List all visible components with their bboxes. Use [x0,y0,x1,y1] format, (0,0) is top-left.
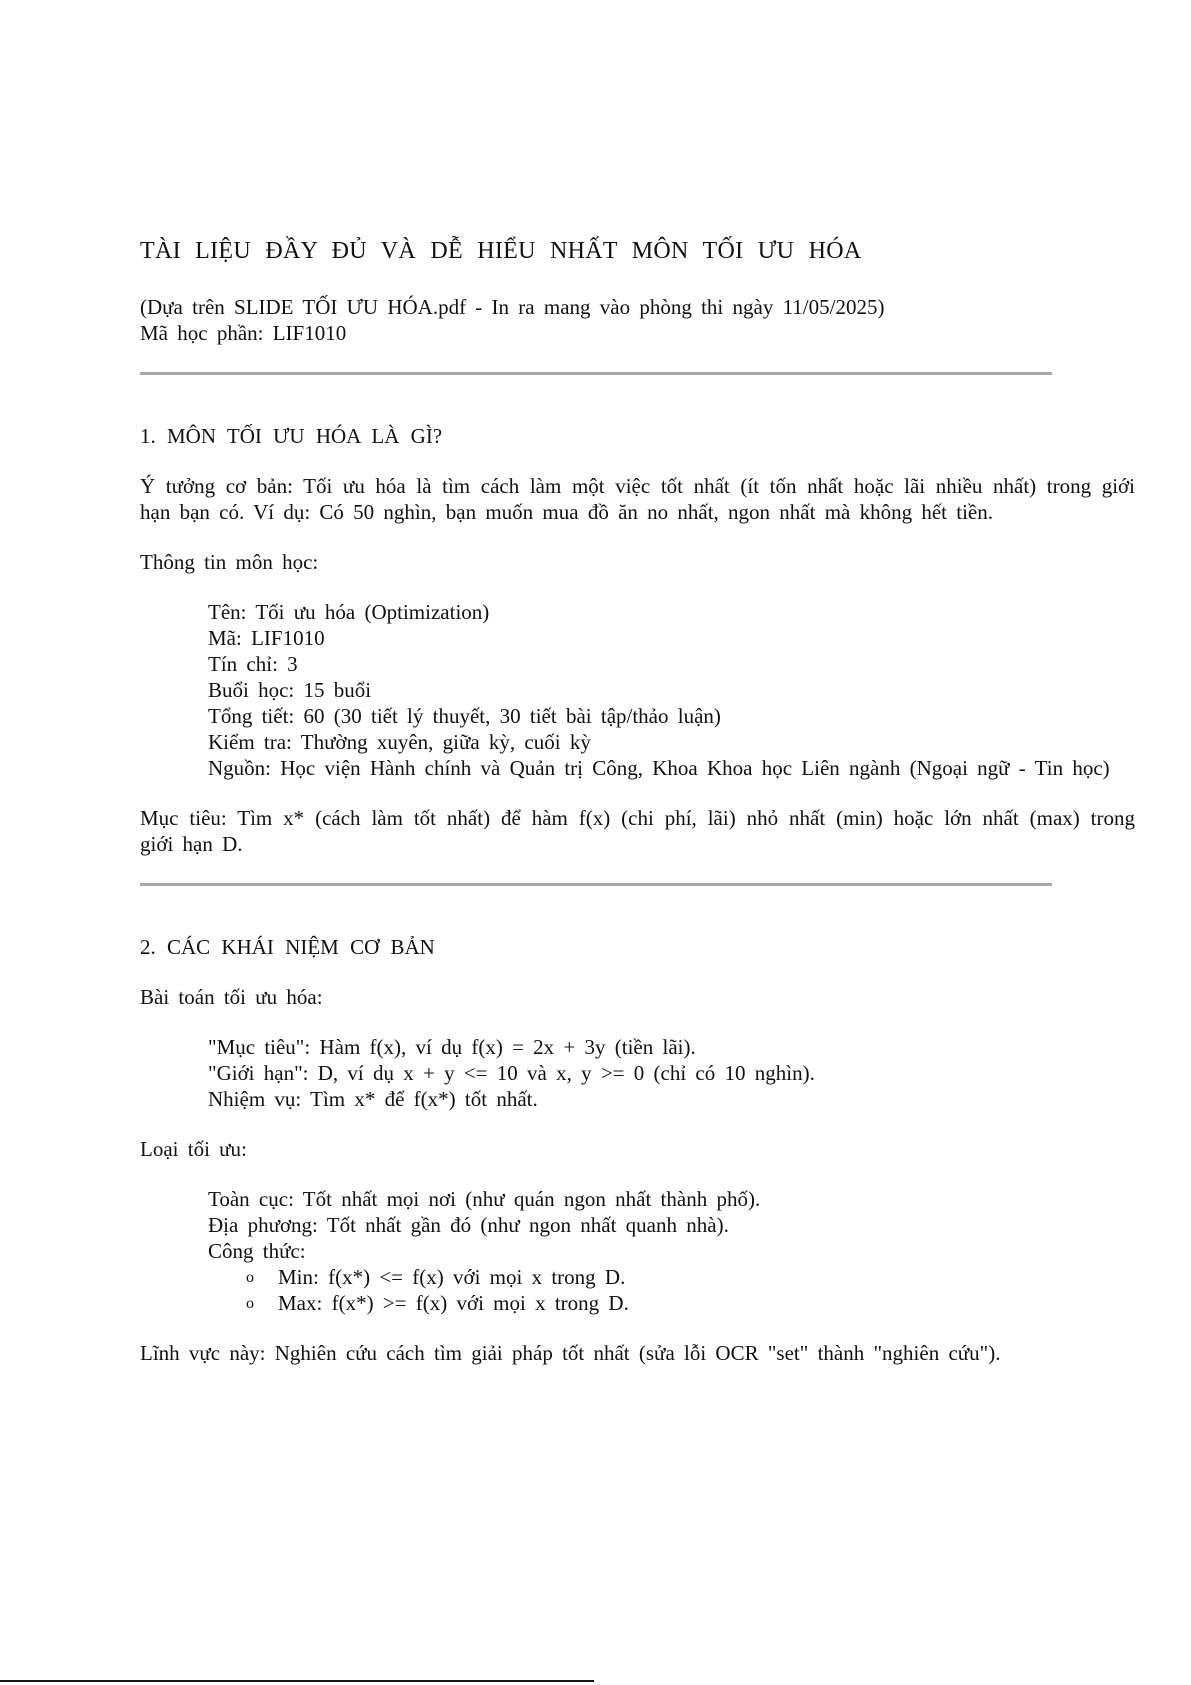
horizontal-divider [140,372,1052,375]
formula-list [208,1264,1135,1316]
problem-label: Bài toán tối ưu hóa: [140,985,323,1009]
section-2-heading: 2. CÁC KHÁI NIỆM CƠ BẢN [140,935,435,959]
list-item: o Max: f(x*) >= f(x) với mọi x trong D. [246,1291,629,1315]
section-1-intro: Ý tưởng cơ bản: Tối ưu hóa là tìm cách làm một việc tốt nhất (ít tốn nhất hoặc lãi nhiều nhất) trong giới hạn bạn có. Ví dụ: Có 50 nghìn, bạn muốn mua đồ ăn no nhất, ngon nhất mà không hết tiền. [140,474,1135,524]
list-item: Nhiệm vụ: Tìm x* để f(x*) tốt nhất. [208,1087,538,1111]
types-list [140,1186,1135,1316]
course-code-line: Mã học phần: LIF1010 [140,321,347,345]
section-1-heading: 1. MÔN TỐI ƯU HÓA LÀ GÌ? [140,424,443,448]
course-info-label: Thông tin môn học: [140,550,319,574]
problem-list [140,1034,1135,1112]
course-info-list [140,599,1135,781]
list-item: Toàn cục: Tốt nhất mọi nơi (như quán ngon nhất thành phố). [208,1187,761,1211]
horizontal-divider [140,883,1052,886]
section-1-goal: Mục tiêu: Tìm x* (cách làm tốt nhất) để hàm f(x) (chi phí, lãi) nhỏ nhất (min) hoặc lớn nhất (max) trong giới hạn D. [140,806,1135,856]
list-item: "Mục tiêu": Hàm f(x), ví dụ f(x) = 2x + 3y (tiền lãi). [208,1035,696,1059]
list-item: "Giới hạn": D, ví dụ x + y <= 10 và x, y >= 0 (chỉ có 10 nghìn). [208,1061,815,1085]
list-item: Tín chỉ: 3 [208,652,298,676]
list-item: Buổi học: 15 buổi [208,678,372,702]
list-item: Nguồn: Học viện Hành chính và Quản trị Công, Khoa Khoa học Liên ngành (Ngoại ngữ - Tin học) [208,756,1110,780]
types-label: Loại tối ưu: [140,1137,247,1161]
document-page [140,236,1135,1366]
list-item: o Min: f(x*) <= f(x) với mọi x trong D. [246,1265,626,1289]
list-item: Mã: LIF1010 [208,626,325,650]
document-subtitle: (Dựa trên SLIDE TỐI ƯU HÓA.pdf - In ra mang vào phòng thi ngày 11/05/2025) [140,295,885,319]
document-meta [140,294,1135,346]
list-item: Kiểm tra: Thường xuyên, giữa kỳ, cuối kỳ [208,730,591,754]
list-item: Tổng tiết: 60 (30 tiết lý thuyết, 30 tiết bài tập/thảo luận) [208,704,721,728]
field-note: Lĩnh vực này: Nghiên cứu cách tìm giải pháp tốt nhất (sửa lỗi OCR "set" thành "nghiên cứu"). [140,1341,1001,1365]
document-title: TÀI LIỆU ĐẦY ĐỦ VÀ DỄ HIỂU NHẤT MÔN TỐI ƯU HÓA [140,238,862,264]
page-bottom-edge-line [0,1680,594,1682]
list-item: Địa phương: Tốt nhất gần đó (như ngon nhất quanh nhà). [208,1213,729,1237]
list-item: Công thức: o Min: f(x*) <= f(x) với mọi x trong D. o Max: f(x*) >= f(x) với mọi x trong D. [208,1238,1135,1316]
circle-bullet-icon: o [246,1295,254,1312]
circle-bullet-icon: o [246,1269,254,1286]
list-item: Tên: Tối ưu hóa (Optimization) [208,600,490,624]
